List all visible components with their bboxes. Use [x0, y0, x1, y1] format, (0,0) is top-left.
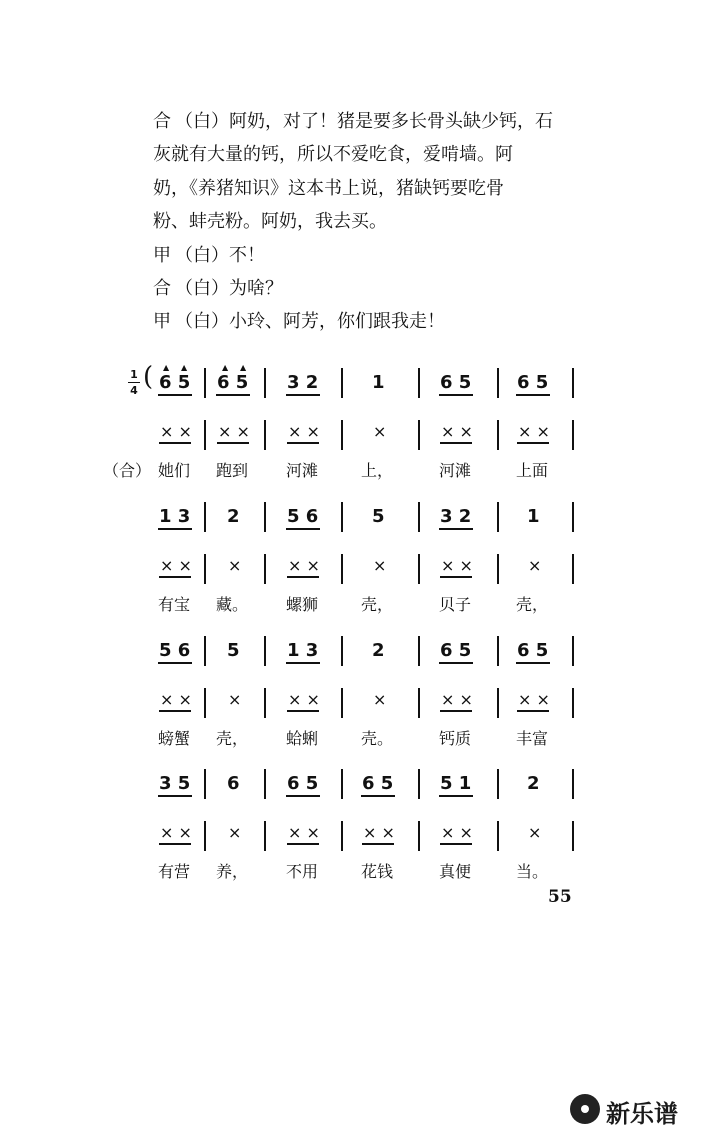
- watermark-text: 新乐谱: [606, 1100, 678, 1128]
- measure-rhythm: × ×: [160, 422, 192, 441]
- bar-line: [418, 636, 420, 666]
- measure-notes: 5: [372, 506, 385, 527]
- rhythm-underline: [159, 710, 191, 712]
- bar-line: [341, 636, 343, 666]
- time-signature-bottom: 4: [130, 384, 138, 397]
- vinyl-record-icon: [570, 1094, 600, 1124]
- watermark-logo: [570, 1088, 695, 1128]
- bar-line: [264, 502, 266, 532]
- note-underline: [286, 394, 320, 396]
- note-underline: [286, 795, 320, 797]
- bar-line: [264, 368, 266, 398]
- measure-lyric: 丰富: [516, 729, 549, 748]
- bar-line: [572, 636, 574, 666]
- note-underline: [158, 662, 192, 664]
- speaker-label: 合: [153, 278, 171, 299]
- bar-line: [497, 554, 499, 584]
- measure-notes: 6 5: [440, 372, 472, 393]
- accent-mark: ▲: [222, 363, 229, 372]
- bar-line: [204, 821, 206, 851]
- measure-rhythm: × ×: [288, 823, 320, 842]
- bar-line: [418, 769, 420, 799]
- rhythm-underline: [517, 710, 549, 712]
- measure-lyric: 上面: [516, 461, 549, 480]
- bar-line: [418, 420, 420, 450]
- measure-notes: 6 5: [159, 372, 191, 393]
- measure-lyric: 她们: [158, 461, 191, 480]
- measure-lyric: 跑到: [216, 461, 249, 480]
- bar-line: [204, 636, 206, 666]
- measure-rhythm: ×: [373, 556, 387, 575]
- bar-line: [497, 821, 499, 851]
- measure-lyric: 贝子: [439, 595, 472, 614]
- measure-notes: 6: [227, 773, 240, 794]
- measure-notes: 1: [527, 506, 540, 527]
- measure-rhythm: × ×: [288, 690, 320, 709]
- bar-line: [341, 420, 343, 450]
- measure-notes: 6 5: [362, 773, 394, 794]
- bar-line: [497, 502, 499, 532]
- measure-lyric: 真便: [439, 862, 472, 881]
- dialogue-line: （白）阿奶，对了！猪是要多长骨头缺少钙，石: [175, 111, 553, 132]
- rhythm-underline: [159, 843, 191, 845]
- bar-line: [341, 368, 343, 398]
- speaker-label: 甲: [153, 311, 171, 332]
- rhythm-underline: [517, 442, 549, 444]
- dialogue-line: 灰就有大量的钙，所以不爱吃食，爱啃墙。阿: [153, 144, 513, 165]
- measure-lyric: 养，: [216, 862, 249, 881]
- rhythm-underline: [440, 710, 472, 712]
- measure-notes: 5 6: [287, 506, 319, 527]
- rhythm-underline: [159, 442, 191, 444]
- bar-line: [264, 636, 266, 666]
- rhythm-underline: [287, 576, 319, 578]
- measure-rhythm: × ×: [441, 690, 473, 709]
- accent-mark: ▲: [163, 363, 170, 372]
- measure-lyric: 蛤蜊: [286, 729, 319, 748]
- bar-line: [264, 821, 266, 851]
- dialogue-line: （白）不！: [175, 245, 265, 266]
- measure-notes: 6 5: [217, 372, 249, 393]
- measure-rhythm: ×: [373, 422, 387, 441]
- bar-line: [497, 688, 499, 718]
- bar-line: [572, 368, 574, 398]
- measure-notes: 5 6: [159, 640, 191, 661]
- bar-line: [341, 554, 343, 584]
- rhythm-underline: [362, 843, 394, 845]
- measure-notes: 3 2: [287, 372, 319, 393]
- bar-line: [497, 420, 499, 450]
- speaker-label: 合: [153, 111, 171, 132]
- measure-lyric: 有宝: [158, 595, 191, 614]
- measure-rhythm: × ×: [288, 556, 320, 575]
- bar-line: [572, 821, 574, 851]
- measure-rhythm: × ×: [441, 823, 473, 842]
- bar-line: [572, 769, 574, 799]
- accent-mark: ▲: [181, 363, 188, 372]
- measure-rhythm: ×: [228, 556, 242, 575]
- note-underline: [516, 662, 550, 664]
- rhythm-underline: [440, 843, 472, 845]
- note-underline: [286, 662, 320, 664]
- note-underline: [158, 394, 192, 396]
- note-underline: [286, 528, 320, 530]
- measure-notes: 1: [372, 372, 385, 393]
- measure-rhythm: × ×: [363, 823, 395, 842]
- rhythm-underline: [440, 576, 472, 578]
- measure-lyric: 藏。: [216, 595, 249, 614]
- measure-rhythm: ×: [228, 690, 242, 709]
- bar-line: [572, 554, 574, 584]
- measure-lyric: 壳，: [361, 595, 394, 614]
- note-underline: [439, 528, 473, 530]
- opening-parenthesis: (: [143, 362, 154, 392]
- bar-line: [341, 821, 343, 851]
- bar-line: [418, 502, 420, 532]
- bar-line: [204, 368, 206, 398]
- measure-rhythm: × ×: [441, 556, 473, 575]
- note-underline: [439, 394, 473, 396]
- measure-rhythm: × ×: [518, 690, 550, 709]
- dialogue-line: （白）为啥？: [175, 278, 283, 299]
- bar-line: [264, 554, 266, 584]
- measure-lyric: 螺狮: [286, 595, 319, 614]
- measure-rhythm: × ×: [160, 556, 192, 575]
- bar-line: [418, 368, 420, 398]
- measure-rhythm: ×: [528, 556, 542, 575]
- bar-line: [572, 502, 574, 532]
- measure-lyric: 花钱: [361, 862, 394, 881]
- measure-lyric: 壳。: [361, 729, 394, 748]
- measure-lyric: 河滩: [286, 461, 319, 480]
- measure-lyric: 河滩: [439, 461, 472, 480]
- measure-notes: 2: [527, 773, 540, 794]
- measure-rhythm: × ×: [160, 823, 192, 842]
- bar-line: [497, 368, 499, 398]
- measure-notes: 5: [227, 640, 240, 661]
- note-underline: [158, 795, 192, 797]
- measure-lyric: 上，: [361, 461, 394, 480]
- speaker-label: 甲: [153, 245, 171, 266]
- accent-mark: ▲: [240, 363, 247, 372]
- rhythm-underline: [287, 710, 319, 712]
- time-signature-top: 1: [130, 368, 138, 381]
- measure-notes: 3 2: [440, 506, 472, 527]
- measure-notes: 6 5: [517, 640, 549, 661]
- bar-line: [497, 769, 499, 799]
- bar-line: [418, 821, 420, 851]
- measure-notes: 5 1: [440, 773, 472, 794]
- note-underline: [216, 394, 250, 396]
- rhythm-underline: [287, 442, 319, 444]
- measure-rhythm: × ×: [518, 422, 550, 441]
- measure-notes: 2: [372, 640, 385, 661]
- measure-notes: 6 5: [517, 372, 549, 393]
- bar-line: [572, 688, 574, 718]
- bar-line: [264, 420, 266, 450]
- note-underline: [439, 662, 473, 664]
- page-number: 55: [548, 887, 572, 907]
- measure-rhythm: × ×: [288, 422, 320, 441]
- dialogue-line: 粉、蚌壳粉。阿奶，我去买。: [153, 211, 387, 232]
- note-underline: [516, 394, 550, 396]
- bar-line: [204, 420, 206, 450]
- bar-line: [418, 554, 420, 584]
- measure-lyric: 钙质: [439, 729, 472, 748]
- dialogue-line: 奶，《养猪知识》这本书上说，猪缺钙要吃骨: [153, 178, 504, 199]
- measure-rhythm: × ×: [441, 422, 473, 441]
- rhythm-underline: [159, 576, 191, 578]
- measure-notes: 1 3: [287, 640, 319, 661]
- measure-rhythm: × ×: [160, 690, 192, 709]
- bar-line: [204, 769, 206, 799]
- bar-line: [341, 688, 343, 718]
- measure-notes: 6 5: [287, 773, 319, 794]
- note-underline: [439, 795, 473, 797]
- rhythm-underline: [287, 843, 319, 845]
- bar-line: [204, 554, 206, 584]
- bar-line: [204, 688, 206, 718]
- bar-line: [497, 636, 499, 666]
- measure-notes: 6 5: [440, 640, 472, 661]
- rhythm-underline: [217, 442, 249, 444]
- row-prefix: （合）: [103, 461, 152, 480]
- note-underline: [158, 528, 192, 530]
- rhythm-underline: [440, 442, 472, 444]
- bar-line: [264, 769, 266, 799]
- measure-notes: 1 3: [159, 506, 191, 527]
- bar-line: [341, 502, 343, 532]
- measure-lyric: 不用: [286, 862, 319, 881]
- measure-rhythm: × ×: [218, 422, 250, 441]
- bar-line: [204, 502, 206, 532]
- note-underline: [361, 795, 395, 797]
- bar-line: [418, 688, 420, 718]
- bar-line: [341, 769, 343, 799]
- dialogue-line: （白）小玲、阿芳，你们跟我走！: [175, 311, 445, 332]
- measure-lyric: 当。: [516, 862, 549, 881]
- bar-line: [572, 420, 574, 450]
- measure-notes: 3 5: [159, 773, 191, 794]
- measure-lyric: 有营: [158, 862, 191, 881]
- measure-rhythm: ×: [228, 823, 242, 842]
- measure-lyric: 壳，: [216, 729, 249, 748]
- measure-lyric: 壳，: [516, 595, 549, 614]
- measure-rhythm: ×: [373, 690, 387, 709]
- measure-lyric: 螃蟹: [158, 729, 191, 748]
- measure-notes: 2: [227, 506, 240, 527]
- measure-rhythm: ×: [528, 823, 542, 842]
- bar-line: [264, 688, 266, 718]
